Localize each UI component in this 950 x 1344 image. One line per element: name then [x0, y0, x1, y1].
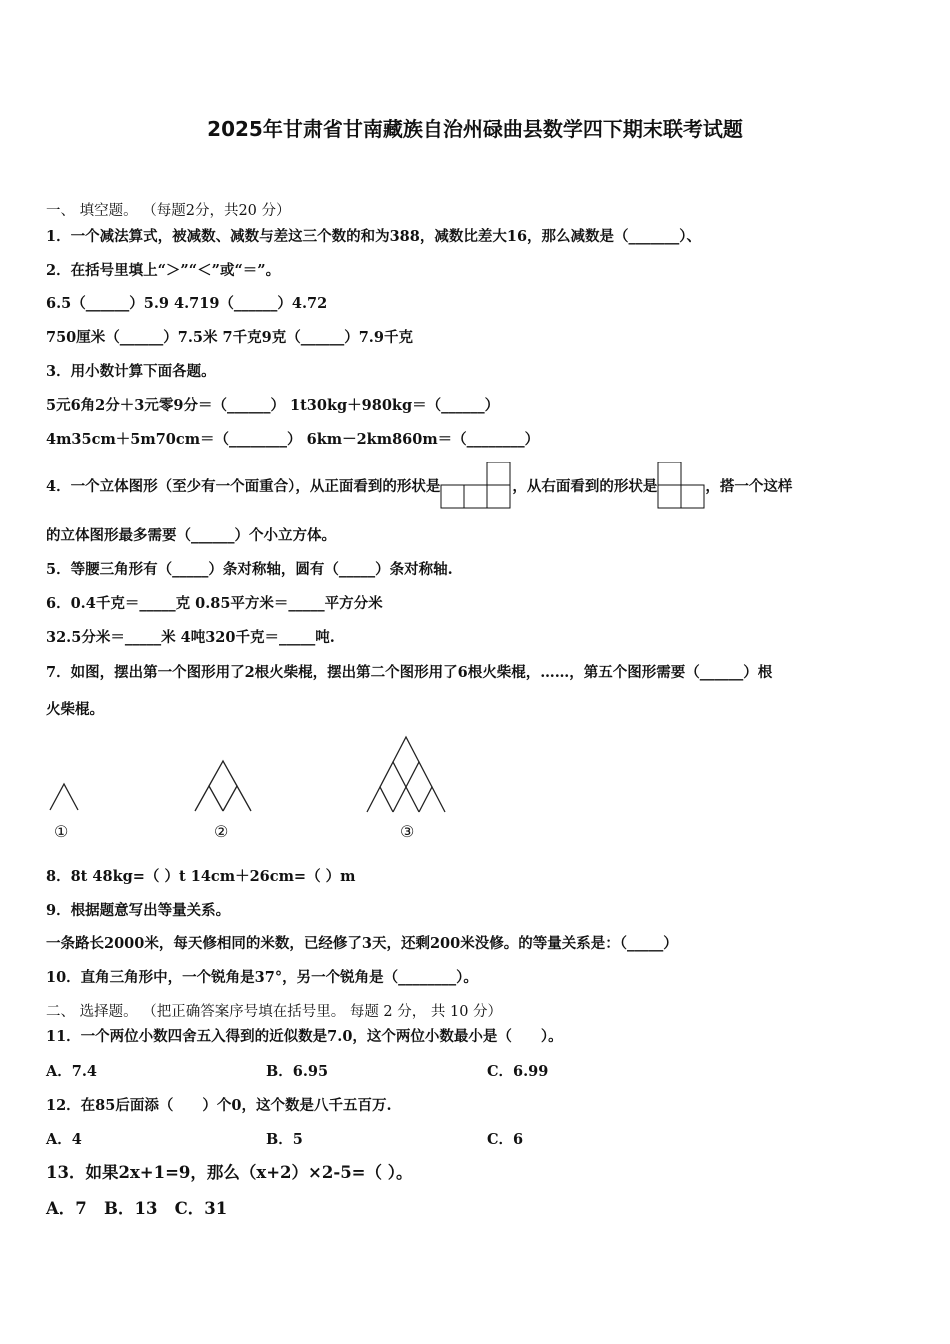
question-8: 8．8t 48kg=（ ）t 14cm＋26cm=（ ）m: [46, 868, 356, 885]
page-title: 2025年甘肃省甘南藏族自治州碌曲县数学四下期末联考试题: [207, 117, 743, 141]
front-view-figure: [440, 477, 512, 497]
question-4-text-b: ，从右面看到的形状是: [512, 478, 658, 495]
question-2-row-a: 6.5（______）5.9 4.719（______）4.72: [46, 295, 328, 312]
question-9: 9．根据题意写出等量关系。: [46, 902, 231, 919]
question-1: 1．一个减法算式，被减数、减数与差这三个数的和为388，减数比差大16，那么减数是（_______）、: [46, 228, 702, 245]
question-7-line-1: 7．如图，摆出第一个图形用了2根火柴棍，摆出第二个图形用了6根火柴棍，……，第五个图形需要（______）根: [46, 664, 773, 681]
question-12: 12．在85后面添（ ）个0，这个数是八千五百万.: [46, 1097, 392, 1114]
section-2-heading: 二、 选择题。 （把正确答案序号填在括号里。 每题 2 分， 共 10 分）: [46, 1004, 503, 1020]
question-3-row-b: 4m35cm＋5m70cm＝（________） 6km－2km860m＝（________）: [46, 431, 540, 448]
question-10: 10．直角三角形中，一个锐角是37°，另一个锐角是（________）。: [46, 969, 478, 986]
figure-label-2: ②: [214, 822, 229, 841]
question-11: 11．一个两位小数四舍五入得到的近似数是7.0，这个两位小数最小是（ ）。: [46, 1028, 563, 1045]
question-11-option-a: A．7.4: [46, 1063, 97, 1080]
question-13: 13．如果2x+1=9，那么（x+2）×2-5=（ ）。: [46, 1163, 413, 1182]
question-4-text-c: ，搭一个这样: [705, 478, 793, 495]
question-4-line-2: 的立体图形最多需要（______）个小立方体。: [46, 527, 336, 544]
question-3: 3．用小数计算下面各题。: [46, 363, 216, 380]
question-6-row-b: 32.5分米＝_____米 4吨320千克＝_____吨.: [46, 629, 335, 646]
question-11-option-c: C．6.99: [487, 1063, 549, 1080]
question-3-row-a: 5元6角2分＋3元零9分＝（______） 1t30kg＋980kg＝（______）: [46, 397, 500, 414]
section-1-heading: 一、 填空题。 （每题2分，共20 分）: [46, 203, 291, 219]
question-5: 5．等腰三角形有（_____）条对称轴，圆有（_____）条对称轴.: [46, 561, 453, 578]
question-2: 2．在括号里填上“＞”“＜”或“＝”。: [46, 262, 281, 279]
figure-label-1: ①: [54, 822, 69, 841]
question-7-line-2: 火柴棍。: [46, 701, 104, 718]
matchstick-figure-3: [365, 734, 457, 816]
matchstick-figure-2: [193, 758, 255, 814]
question-4-text-a: 4．一个立体图形（至少有一个面重合），从正面看到的形状是: [46, 478, 441, 495]
figure-label-3: ③: [400, 822, 415, 841]
question-4-line-1: [46, 477, 792, 497]
question-12-option-b: B．5: [266, 1131, 303, 1148]
question-2-row-b: 750厘米（______）7.5米 7千克9克（______）7.9千克: [46, 329, 413, 346]
matchstick-figure-1: [48, 782, 82, 812]
question-12-option-c: C．6: [487, 1131, 524, 1148]
question-12-option-a: A．4: [46, 1131, 82, 1148]
question-11-option-b: B．6.95: [266, 1063, 329, 1080]
question-13-options: A．7 B．13 C．31: [46, 1199, 228, 1218]
right-view-figure: [657, 477, 705, 497]
question-9-row-a: 一条路长2000米，每天修相同的米数，已经修了3天，还剩200米没修。的等量关系是：（_____）: [46, 935, 678, 952]
question-6-row-a: 6．0.4千克＝_____克 0.85平方米＝_____平方分米: [46, 595, 383, 612]
